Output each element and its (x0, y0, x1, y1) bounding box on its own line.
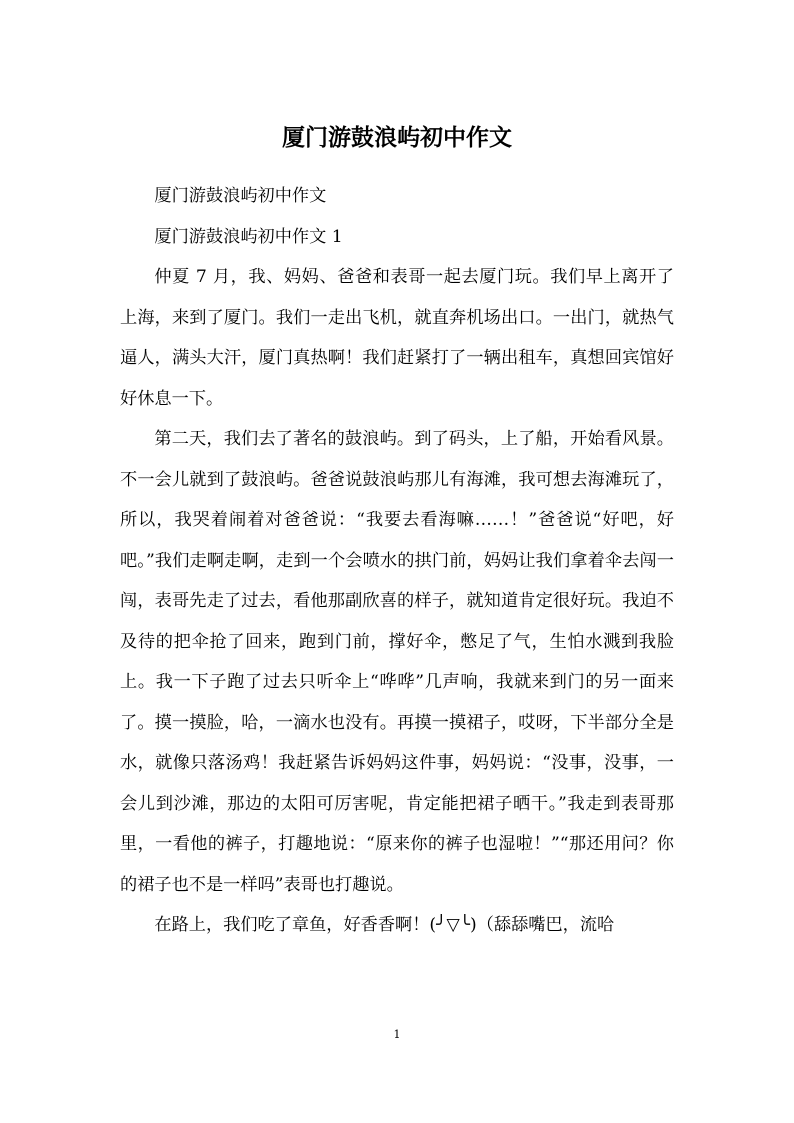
subtitle-line: 厦门游鼓浪屿初中作文 (154, 186, 327, 206)
essay-heading: 厦门游鼓浪屿初中作文 1 (154, 226, 343, 247)
paragraph-arrival: 仲夏 7 月，我、妈妈、爸爸和表哥一起去厦门玩。我们早上离开了上海，来到了厦门。我们一走出飞机，就直奔机场出口。一出门，就热气逼人，满头大汗，厦门真热啊！我们赶紧打了一辆出租车，真想回宾馆好好休息一下。 (120, 267, 674, 409)
page-number: 1 (393, 1028, 401, 1041)
paragraph-gulangyu: 第二天，我们去了著名的鼓浪屿。到了码头，上了船，开始看风景。不一会儿就到了鼓浪屿。爸爸说鼓浪屿那儿有海滩，我可想去海滩玩了，所以，我哭着闹着对爸爸说：“我要去看海嘛……！”爸爸说“好吧，好吧。”我们走啊走啊，走到一个会喷水的拱门前，妈妈让我们拿着伞去闯一闯，表哥先走了过去，看他那副欣喜的样子，就知道肯定很好玩。我迫不及待的把伞抢了回来，跑到门前，撑好伞，憋足了气，生怕水溅到我脸上。我一下子跑了过去只听伞上“哗哗”几声响，我就来到门的另一面来了。摸一摸脸，哈，一滴水也没有。再摸一摸裙子，哎呀，下半部分全是水，就像只落汤鸡！我赶紧告诉妈妈这件事，妈妈说：“没事，没事，一会儿到沙滩，那边的太阳可厉害呢，肯定能把裙子晒干。”我走到表哥那里，一看他的裤子，打趣地说：“原来你的裤子也湿啦！”“那还用问？你的裙子也不是一样吗”表哥也打趣说。 (120, 429, 674, 895)
document-body (120, 176, 674, 946)
page-title: 厦门游鼓浪屿初中作文 (282, 125, 512, 151)
paragraph-octopus: 在路上，我们吃了章鱼，好香香啊！(╯▽╰)（舔舔嘴巴，流哈 (154, 915, 615, 935)
